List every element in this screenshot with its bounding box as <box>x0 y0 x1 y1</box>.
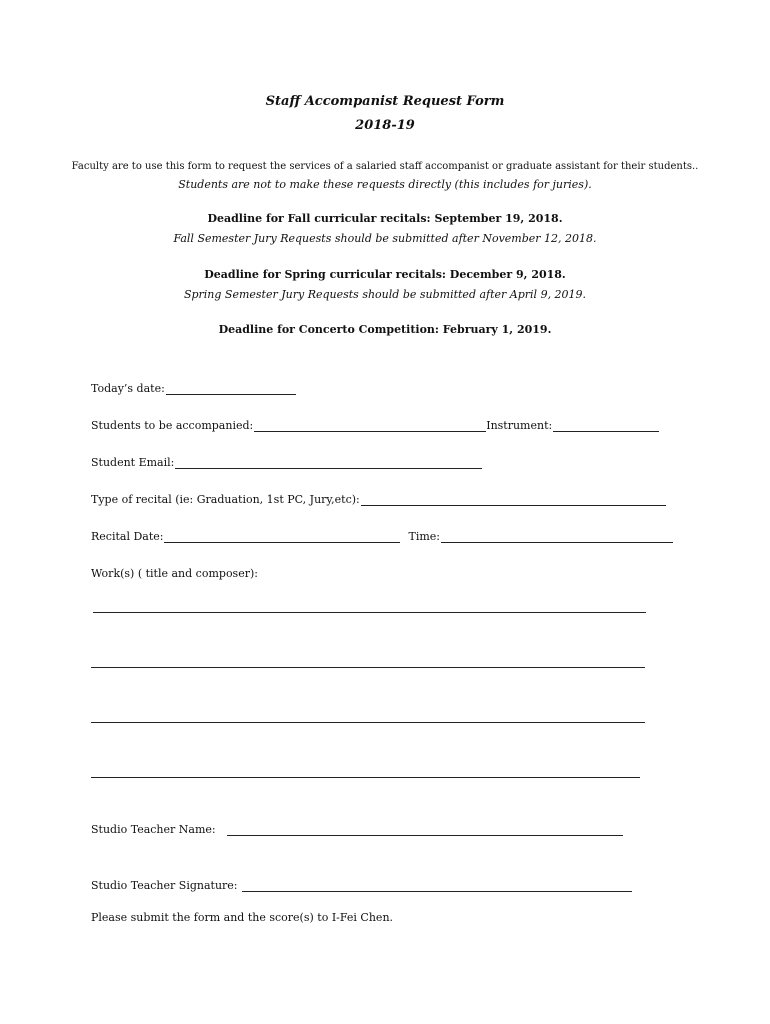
works-line-4[interactable] <box>91 777 640 778</box>
todays-date-field[interactable] <box>166 382 296 395</box>
recital-date-label: Recital Date: <box>91 530 164 543</box>
recital-type-label: Type of recital (ie: Graduation, 1st PC, Jury,etc): <box>91 493 360 506</box>
studio-teacher-signature-field[interactable] <box>242 879 632 892</box>
form-year: 2018-19 <box>355 118 415 133</box>
recital-date-row <box>91 525 673 543</box>
deadline-concerto: Deadline for Concerto Competition: February 1, 2019. <box>218 323 552 336</box>
recital-type-field[interactable] <box>361 493 666 506</box>
studio-teacher-name-field[interactable] <box>227 823 623 836</box>
student-email-label: Student Email: <box>91 456 175 469</box>
student-email-field[interactable] <box>175 456 482 469</box>
recital-type-row <box>91 488 666 506</box>
intro-text: Faculty are to use this form to request the services of a salaried staff accompanist or graduate assistant for their students.. <box>71 161 699 172</box>
time-field[interactable] <box>441 530 673 543</box>
works-label: Work(s) ( title and composer): <box>91 567 258 580</box>
students-field[interactable] <box>254 419 486 432</box>
jury-note-spring: Spring Semester Jury Requests should be submitted after April 9, 2019. <box>183 288 587 301</box>
time-label: Time: <box>408 530 440 543</box>
instrument-label: Instrument: <box>486 419 553 432</box>
studio-teacher-signature-row <box>91 874 632 892</box>
form-title: Staff Accompanist Request Form <box>265 94 505 109</box>
deadline-spring: Deadline for Spring curricular recitals: December 9, 2018. <box>204 268 566 281</box>
deadline-fall: Deadline for Fall curricular recitals: September 19, 2018. <box>207 212 563 225</box>
instrument-field[interactable] <box>553 419 659 432</box>
submit-note: Please submit the form and the score(s) to I-Fei Chen. <box>91 911 394 924</box>
studio-teacher-name-row <box>91 818 623 836</box>
studio-teacher-name-label: Studio Teacher Name: <box>91 823 216 836</box>
works-row <box>91 562 258 580</box>
recital-date-field[interactable] <box>164 530 400 543</box>
works-line-1[interactable] <box>93 612 646 613</box>
todays-date-row <box>91 377 296 395</box>
intro-note: Students are not to make these requests directly (this includes for juries). <box>178 178 592 191</box>
students-label: Students to be accompanied: <box>91 419 254 432</box>
student-email-row <box>91 451 482 469</box>
students-row <box>91 414 659 432</box>
jury-note-fall: Fall Semester Jury Requests should be submitted after November 12, 2018. <box>173 232 597 245</box>
works-line-2[interactable] <box>91 667 645 668</box>
studio-teacher-signature-label: Studio Teacher Signature: <box>91 879 238 892</box>
todays-date-label: Today’s date: <box>91 382 165 395</box>
works-line-3[interactable] <box>91 722 645 723</box>
